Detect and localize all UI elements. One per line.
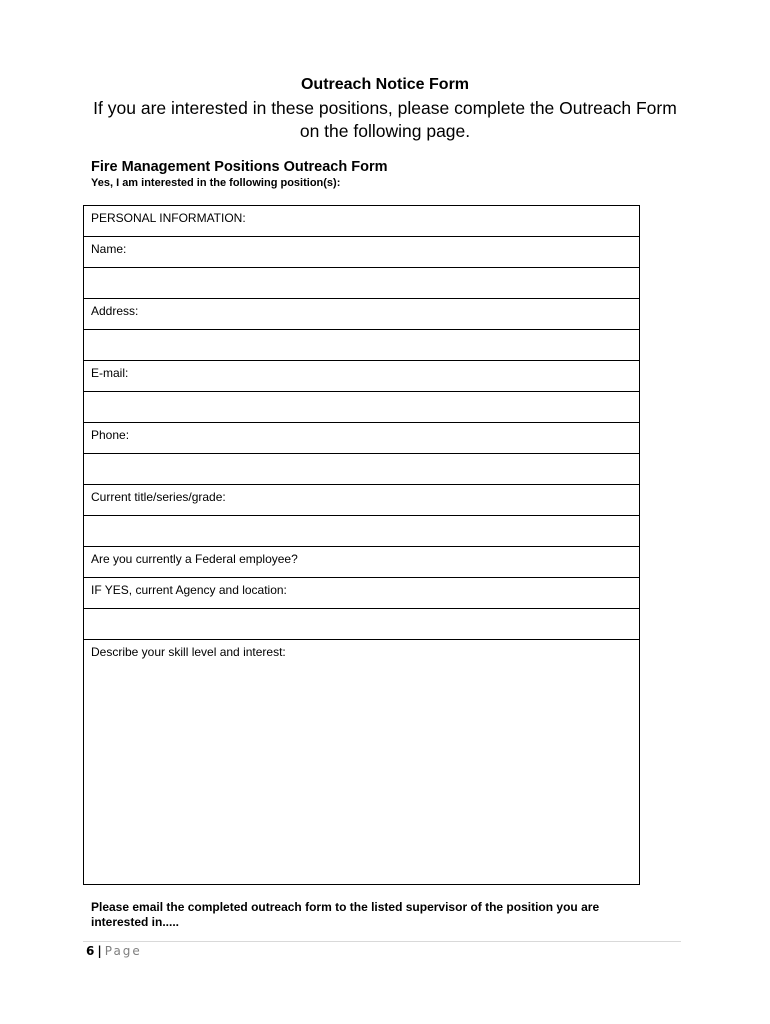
page-subtitle <box>0 97 770 143</box>
agency-location-label: IF YES, current Agency and location: <box>91 583 287 597</box>
form-title: Fire Management Positions Outreach Form <box>91 159 388 175</box>
form-row-title-field <box>84 516 640 547</box>
agency-location-field[interactable] <box>84 609 640 640</box>
address-label: Address: <box>91 304 139 318</box>
name-field[interactable] <box>84 268 640 299</box>
form-cell <box>84 361 640 392</box>
form-row-skill-interest <box>84 640 640 885</box>
form-cell <box>84 485 640 516</box>
form-row-phone-label <box>84 423 640 454</box>
email-field[interactable] <box>84 392 640 423</box>
form-row-name-field <box>84 268 640 299</box>
federal-employee-field[interactable] <box>84 547 640 578</box>
current-title-label: Current title/series/grade: <box>91 490 226 504</box>
form-row-address-field <box>84 330 640 361</box>
form-row-personal-info <box>84 206 640 237</box>
subtitle-line-2: on the following page. <box>299 121 471 141</box>
skill-interest-field[interactable] <box>84 640 640 885</box>
form-row-phone-field <box>84 454 640 485</box>
form-cell <box>84 578 640 609</box>
form-row-federal-employee <box>84 547 640 578</box>
outreach-form-table <box>83 205 640 885</box>
form-cell <box>84 423 640 454</box>
email-instruction-note: Please email the completed outreach form to the listed supervisor of the position you are interested in..... <box>91 900 600 929</box>
form-cell <box>84 206 640 237</box>
form-cell <box>84 237 640 268</box>
form-row-address-label <box>84 299 640 330</box>
subtitle-line-1: If you are interested in these positions, please complete the Outreach Form <box>93 98 677 118</box>
page-label: Page <box>104 944 142 958</box>
name-label: Name: <box>91 242 127 256</box>
email-label: E-mail: <box>91 366 129 380</box>
page-number-footer <box>86 944 142 958</box>
form-row-agency-field <box>84 609 640 640</box>
form-row-email-field <box>84 392 640 423</box>
federal-employee-label: Are you currently a Federal employee? <box>91 552 298 566</box>
page-title: Outreach Notice Form <box>300 76 470 93</box>
personal-info-label: PERSONAL INFORMATION: <box>91 211 246 225</box>
phone-label: Phone: <box>91 428 130 442</box>
form-row-title-label <box>84 485 640 516</box>
phone-field[interactable] <box>84 454 640 485</box>
form-row-name-label <box>84 237 640 268</box>
form-row-email-label <box>84 361 640 392</box>
page-number: 6 <box>86 944 95 958</box>
form-subtitle: Yes, I am interested in the following position(s): <box>91 177 341 189</box>
address-field[interactable] <box>84 330 640 361</box>
footer-divider <box>83 941 681 942</box>
page-separator: | <box>97 944 102 958</box>
current-title-field[interactable] <box>84 516 640 547</box>
form-row-agency-label <box>84 578 640 609</box>
form-cell <box>84 299 640 330</box>
skill-interest-label: Describe your skill level and interest: <box>91 645 286 659</box>
